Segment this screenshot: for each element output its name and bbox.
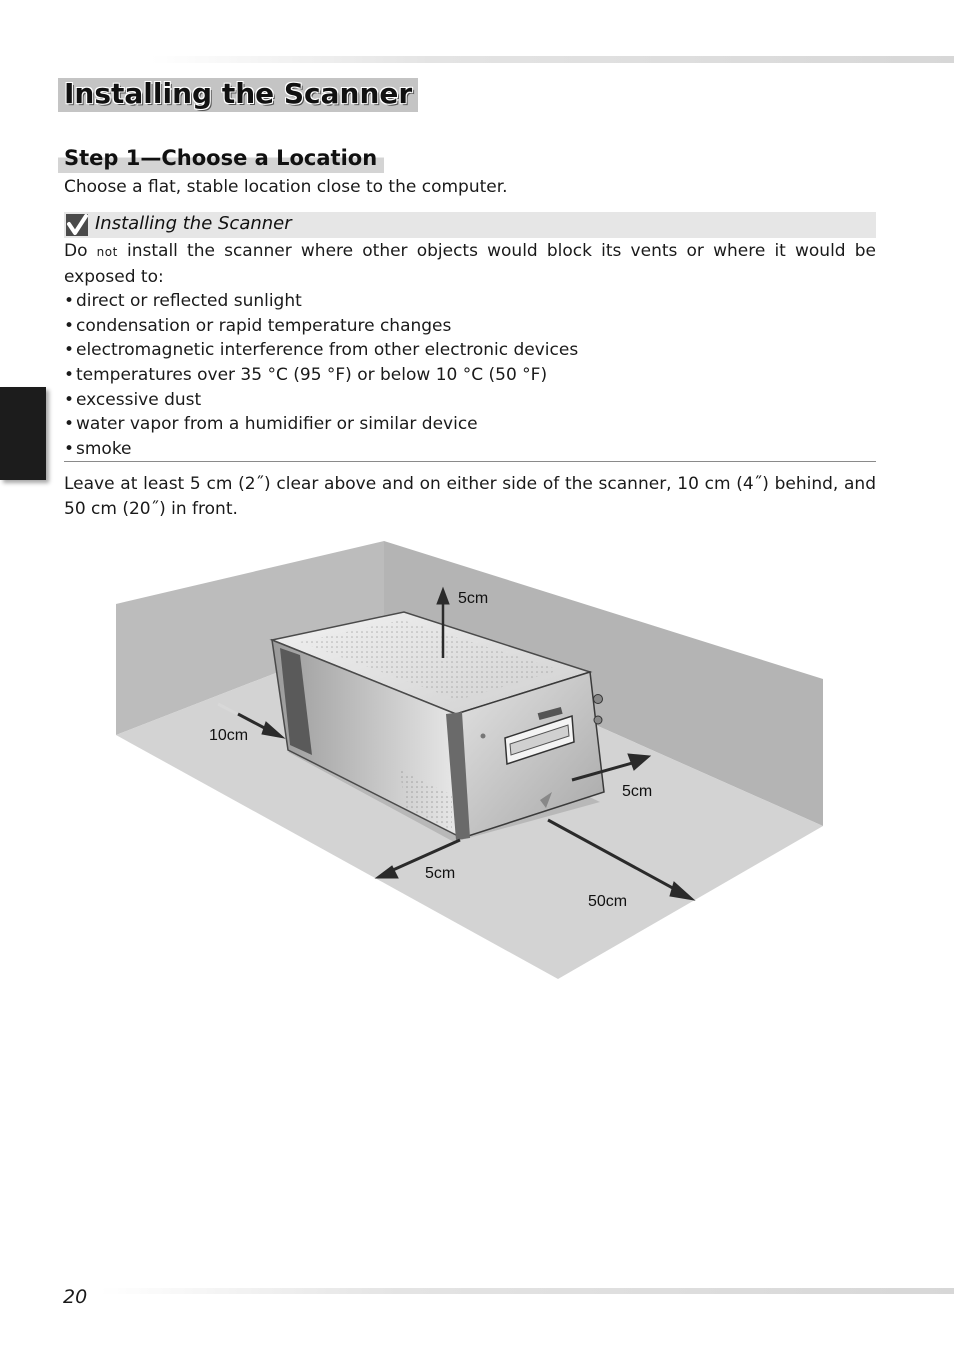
list-item: • smoke (64, 438, 132, 459)
label-back: 10cm (209, 727, 249, 744)
bottom-rule (100, 1288, 954, 1294)
top-rule (150, 56, 954, 63)
note-title: Installing the Scanner (95, 213, 292, 234)
list-item: • temperatures over 35 °C (95 °F) or below 10 °C (50 °F) (64, 364, 548, 385)
label-left: 5cm (425, 865, 456, 882)
intro-text: Choose a flat, stable location close to the computer. (64, 177, 508, 197)
list-item: • excessive dust (64, 389, 202, 410)
note-lead-not: not (96, 245, 118, 259)
list-item: • condensation or rapid temperature changes (64, 315, 452, 336)
note-list (64, 289, 876, 461)
label-front: 50cm (588, 893, 628, 910)
list-item: • electromagnetic interference from other electronic devices (64, 340, 579, 361)
step-heading: Step 1—Choose a Location (58, 145, 384, 173)
label-right: 5cm (622, 783, 653, 800)
note-header (64, 212, 876, 238)
page-number: 20 (63, 1286, 88, 1308)
note-lead (64, 239, 876, 289)
scanner-placement-figure (0, 530, 954, 990)
note-lead-rest: install the scanner where other objects would block its vents or where it would be exposed to: (64, 241, 877, 287)
chapter-tab (0, 387, 46, 480)
note-body (64, 239, 876, 461)
clearance-text: Leave at least 5 cm (2˝) clear above and on either side of the scanner, 10 cm (4˝) behind, and 50 cm (20˝) in front. (64, 474, 876, 519)
page-title: Installing the Scanner (58, 78, 418, 112)
check-mark-icon (66, 214, 88, 236)
note-lead-do: Do (64, 241, 88, 261)
list-item: • direct or reflected sunlight (64, 291, 302, 312)
note-divider (64, 461, 876, 462)
label-top: 5cm (458, 590, 489, 607)
list-item: • water vapor from a humidifier or similar device (64, 414, 478, 435)
